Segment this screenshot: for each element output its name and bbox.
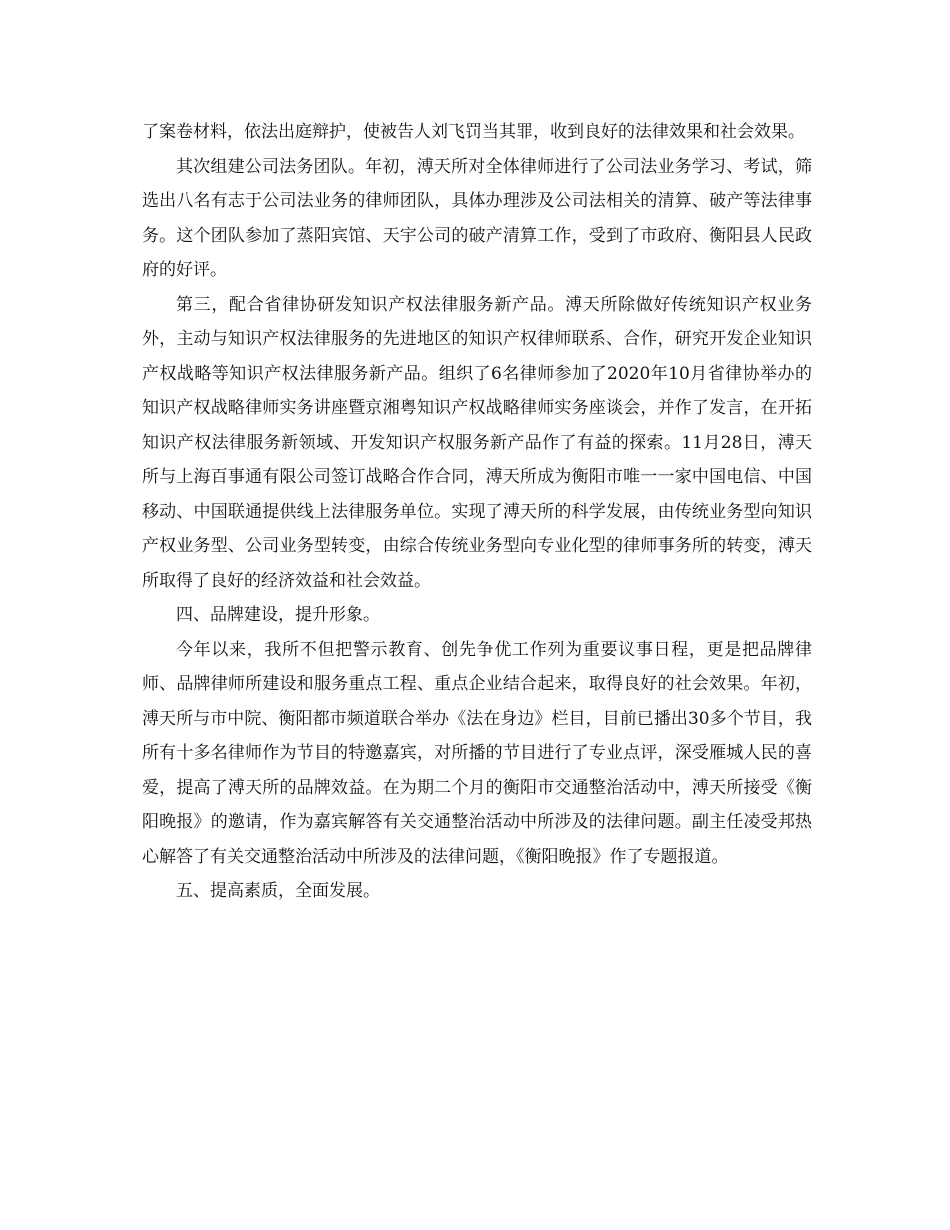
paragraph-2: 其次组建公司法务团队。年初，溥天所对全体律师进行了公司法业务学习、考试，筛选出八名有志于公司法业务的律师团队，具体办理涉及公司法相关的清算、破产等法律事务。这个团队参加了蒸阳宾馆、天宇公司的破产清算工作，受到了市政府、衡阳县人民政府的好评。 — [142, 156, 812, 280]
document-page — [142, 115, 812, 909]
section-heading-5: 五、提高素质，全面发展。 — [176, 881, 380, 901]
section-heading-4: 四、品牌建设，提升形象。 — [176, 605, 380, 625]
paragraph-1: 了案卷材料，依法出庭辩护，使被告人刘飞罚当其罪，收到良好的法律效果和社会效果。 — [142, 122, 805, 142]
paragraph-5: 今年以来，我所不但把警示教育、创先争优工作列为重要议事日程，更是把品牌律师、品牌律师所建设和服务重点工程、重点企业结合起来，取得良好的社会效果。年初，溥天所与市中院、衡阳都市频道联合举办《法在身边》栏目，目前已播出30多个节目，我所有十多名律师作为节目的特邀嘉宾，对所播的节目进行了专业点评，深受雁城人民的喜爱，提高了溥天所的品牌效益。在为期二个月的衡阳市交通整治活动中，溥天所接受《衡阳晚报》的邀请，作为嘉宾解答有关交通整治活动中所涉及的法律问题。副主任凌受邦热心解答了有关交通整治活动中所涉及的法律问题，《衡阳晚报》作了专题报道。 — [142, 639, 812, 867]
paragraph-3: 第三，配合省律协研发知识产权法律服务新产品。溥天所除做好传统知识产权业务外，主动与知识产权法律服务的先进地区的知识产权律师联系、合作，研究开发企业知识产权战略等知识产权法律服务新产品。组织了6名律师参加了2020年10月省律协举办的知识产权战略律师实务讲座暨京湘粤知识产权战略律师实务座谈会，并作了发言，在开拓知识产权法律服务新领域、开发知识产权服务新产品作了有益的探索。11月28日，溥天所与上海百事通有限公司签订战略合作合同，溥天所成为衡阳市唯一一家中国电信、中国移动、中国联通提供线上法律服务单位。实现了溥天所的科学发展，由传统业务型向知识产权业务型、公司业务型转变，由综合传统业务型向专业化型的律师事务所的转变，溥天所取得了良好的经济效益和社会效益。 — [142, 294, 812, 591]
